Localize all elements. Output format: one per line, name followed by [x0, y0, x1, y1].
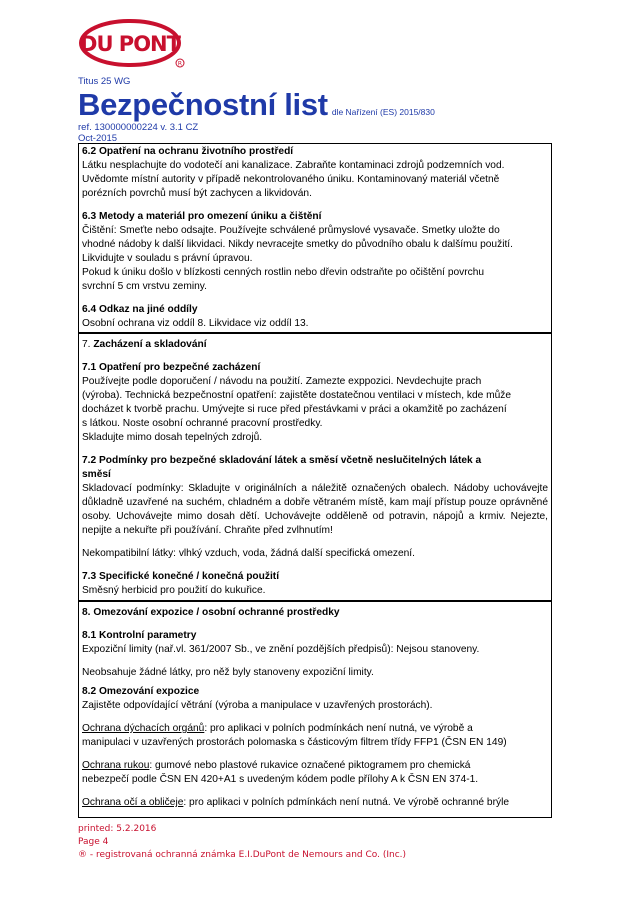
hand-protection-l2: nebezpečí podle ČSN EN 420+A1 s uvedeným kódem podle přílohy A k ČSN EN 374-1. [82, 774, 479, 785]
text-7-2: Skladovací podmínky: Skladujte v originálních a náležitě označených obalech. Nádoby uchovávejte důkladně uzavřené na suchém, chladném a dobře větraném místě, kam mají přístup pouze oprávněné osoby. Uchovávejte mimo dosah dětí. Uchovávejte odděleně od potravin, nápojů a krmiv. Nejezte, nepijte a nekuřte při používání. Chraňte před zvlhnutím! [82, 483, 548, 536]
heading-8-1: 8.1 Kontrolní parametry [82, 630, 197, 641]
page-number: Page 4 [78, 837, 109, 847]
text-6-2-l1: Látku nesplachujte do vodotečí ani kanalizace. Zabraňte kontaminaci zdrojů podzemních vod. [82, 160, 505, 171]
reference-number: ref. 130000000224 v. 3.1 CZ [78, 122, 199, 133]
text-8-1-b: Neobsahuje žádné látky, pro něž byly stanoveny expoziční limity. [82, 667, 374, 678]
document-title: Bezpečnostní list [78, 87, 328, 122]
respiratory-protection-l1: Ochrana dýchacích orgánů: pro aplikaci v polních podmínkách není nutná, ve výrobě a [82, 723, 473, 734]
text-7-1-l2: (výroba). Technická bezpečnostní opatření: zajistěte dostatečnou ventilaci v místech, kde může [82, 390, 512, 401]
heading-6-2: 6.2 Opatření na ochranu životního prostředí [82, 146, 294, 157]
text-6-2-l2: Uvědomte místní autority v případě nekontrolovaného úniku. Kontaminovaný materiál včetně [82, 174, 500, 185]
text-6-3-l5: svrchní 5 cm vrstvu zeminy. [82, 281, 207, 292]
text-7-1-l1: Používejte podle doporučení / návodu na použití. Zamezte exppozici. Nevdechujte prach [82, 376, 482, 387]
heading-7-2-l1: 7.2 Podmínky pro bezpečné skladování látek a směsí včetně neslučitelných látek a [82, 455, 482, 466]
text-7-1-l4: s látkou. Noste osobní ochranné pracovní prostředky. [82, 418, 323, 429]
text-7-1-l3: docházet k tvorbě prachu. Umývejte si ruce před přestávkami v práci a okamžitě po zacházení [82, 404, 507, 415]
heading-6-4: 6.4 Odkaz na jiné oddíly [82, 304, 198, 315]
section-8-box [78, 601, 552, 818]
respiratory-protection-l2: manipulaci v uzavřených prostorách polomaska s částicovým filtrem třídy FFP1 (ČSN EN 149) [82, 737, 507, 748]
regulation-ref: dle Nařízení (ES) 2015/830 [331, 107, 435, 117]
logo-wordmark: DU PONT [80, 32, 180, 56]
heading-7-2-l2: směsí [82, 469, 111, 480]
section-6-box [78, 143, 552, 333]
text-8-2: Zajistěte odpovídající větrání (výroba a manipulace v uzavřených prostorách). [82, 700, 433, 711]
text-7-2-incompatible: Nekompatibilní látky: vlhký vzduch, voda, žádná další specifická omezení. [82, 548, 415, 559]
heading-7-1: 7.1 Opatření pro bezpečné zacházení [82, 362, 261, 373]
heading-8-2: 8.2 Omezování expozice [82, 686, 200, 697]
trademark-note: ® - registrovaná ochranná známka E.I.DuPont de Nemours and Co. (Inc.) [78, 850, 407, 860]
text-6-2-l3: porézních povrchů musí být zachycen a likvidován. [82, 188, 312, 199]
printed-date: printed: 5.2.2016 [78, 824, 157, 834]
text-7-1-l5: Skladujte mimo dosah tepelných zdrojů. [82, 432, 263, 443]
heading-6-3: 6.3 Metody a materiál pro omezení úniku a čištění [82, 211, 322, 222]
svg-text:R: R [177, 60, 183, 68]
section-8-title: 8. Omezování expozice / osobní ochranné prostředky [82, 607, 340, 618]
text-6-3-l2: vhodné nádoby k další likvidaci. Nikdy nevracejte smetky do původního obalu k dalšímu použití. [82, 239, 513, 250]
section-7-box [78, 333, 552, 601]
heading-7-3: 7.3 Specifické konečné / konečná použití [82, 571, 280, 582]
text-6-3-l3: Likvidujte v souladu s právní úpravou. [82, 253, 253, 264]
eye-protection-l1: Ochrana očí a obličeje: pro aplikaci v polních pdmínkách není nutná. Ve výrobě ochranné brýle [82, 797, 510, 808]
text-6-3-l4: Pokud k úniku došlo v blízkosti cenných rostlin nebo dřevin odstraňte po očištění povrchu [82, 267, 485, 278]
document-title-row [78, 87, 435, 123]
text-6-3-l1: Čištění: Smeťte nebo odsajte. Používejte schválené průmyslové vysavače. Smetky uložte do [82, 225, 500, 236]
text-6-4: Osobní ochrana viz oddíl 8. Likvidace viz oddíl 13. [82, 318, 309, 329]
section-7-title: 7. Zacházení a skladování [82, 339, 207, 350]
text-8-1-a: Expoziční limity (nař.vl. 361/2007 Sb., ve znění pozdějších předpisů): Nejsou stanoveny. [82, 644, 480, 655]
hand-protection-l1: Ochrana rukou: gumové nebo plastové rukavice označené piktogramem pro chemická [82, 760, 471, 771]
text-7-3: Směsný herbicid pro použití do kukuřice. [82, 585, 266, 596]
dupont-logo [78, 16, 188, 70]
product-name: Titus 25 WG [78, 76, 131, 87]
revision-date: Oct-2015 [78, 133, 118, 144]
